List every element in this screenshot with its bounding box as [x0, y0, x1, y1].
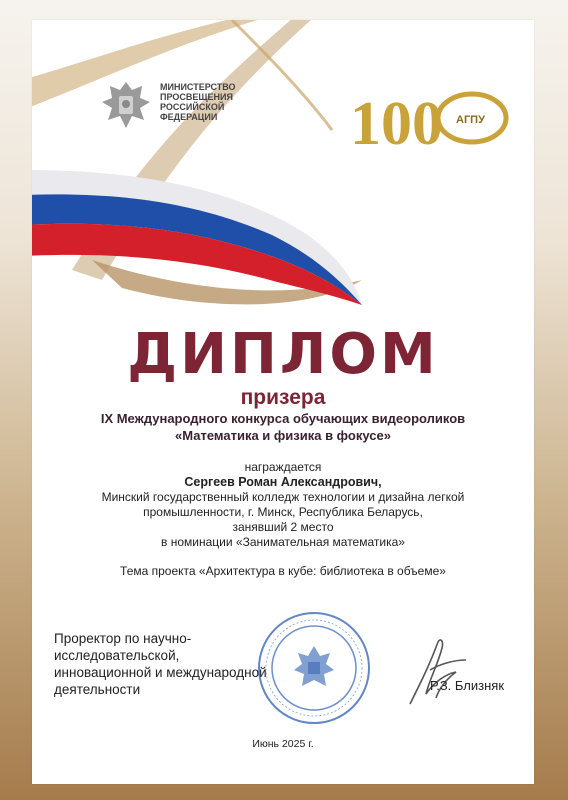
- anniversary-abbr: АГПУ: [456, 114, 485, 126]
- contest-line: IX Международного конкурса обучающих видеороликов: [100, 411, 466, 426]
- ministry-line: ФЕДЕРАЦИИ: [160, 112, 218, 122]
- diploma-subtitle: призера: [240, 386, 326, 409]
- organization-line: Минский государственный колледж технологии и дизайна легкой: [101, 490, 465, 504]
- ministry-line: МИНИСТЕРСТВО: [160, 82, 236, 92]
- position-line: инновационной и международной: [54, 665, 267, 680]
- anniversary-number: 100: [350, 90, 443, 152]
- handwritten-signature: [400, 634, 472, 710]
- issue-date: Июнь 2025 г.: [252, 738, 314, 750]
- organization-line: промышленности, г. Минск, Республика Беларусь,: [143, 505, 423, 519]
- diploma-title: ДИПЛОМ: [127, 322, 439, 387]
- official-stamp: [256, 610, 372, 726]
- signer-name: Р.З. Близняк: [430, 678, 505, 693]
- ministry-line: РОССИЙСКОЙ: [160, 102, 225, 112]
- diploma-sheet: [32, 20, 534, 784]
- ministry-name: [160, 82, 270, 122]
- recipient-name: Сергеев Роман Александрович,: [184, 475, 382, 489]
- position-line: Проректор по научно-: [54, 631, 192, 646]
- anniversary-100-logo: [350, 86, 510, 152]
- ministry-line: ПРОСВЕЩЕНИЯ: [160, 92, 233, 102]
- awarded-label: награждается: [244, 460, 322, 474]
- position-line: деятельности: [54, 682, 141, 697]
- ministry-emblem-icon: [98, 76, 154, 136]
- contest-line: «Математика и физика в фокусе»: [175, 428, 391, 443]
- position-line: исследовательской,: [54, 648, 180, 663]
- project-topic: Тема проекта «Архитектура в кубе: библиотека в объеме»: [120, 564, 446, 578]
- nomination-text: в номинации «Занимательная математика»: [161, 535, 405, 549]
- award-text: [52, 460, 514, 550]
- contest-name: [32, 410, 534, 444]
- place-text: занявший 2 место: [232, 520, 334, 534]
- flag-ribbon-decoration: [32, 20, 534, 320]
